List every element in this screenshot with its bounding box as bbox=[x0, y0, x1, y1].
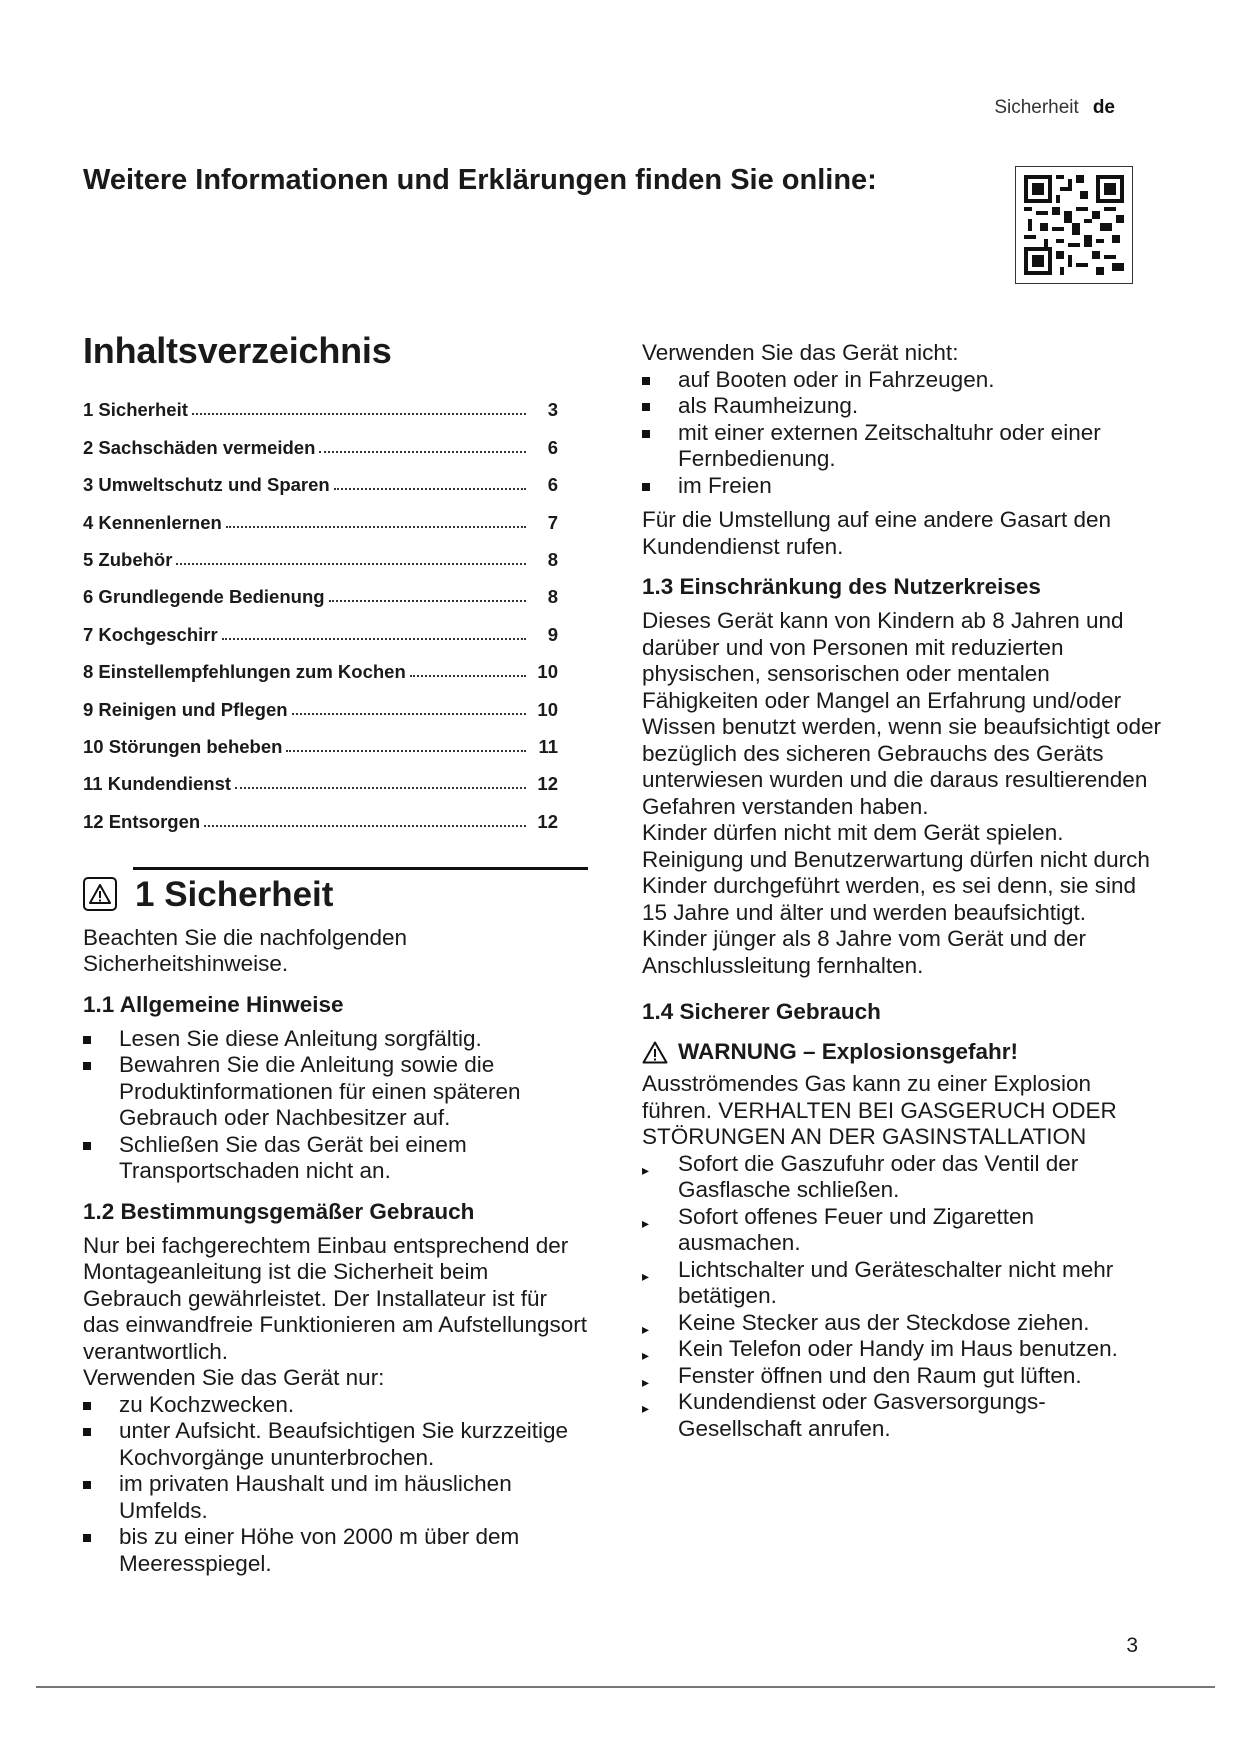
general-notes-list bbox=[83, 1026, 588, 1185]
warning-triangle-icon bbox=[642, 1041, 668, 1064]
gas-steps-list bbox=[642, 1151, 1162, 1443]
use-only-list bbox=[83, 1392, 588, 1578]
subsection-title: 1.4 Sicherer Gebrauch bbox=[642, 999, 881, 1024]
paragraph: Kinder dürfen nicht mit dem Gerät spielen. bbox=[642, 820, 1064, 845]
toc-entry[interactable]: 11 Kundendienst 12 bbox=[83, 773, 558, 795]
subsection-title: 1.2 Bestimmungsgemäßer Gebrauch bbox=[83, 1198, 475, 1224]
paragraph: Nur bei fachgerechtem Einbau entsprechend der Montageanleitung ist die Sicherheit beim Gebrauch gewährleistet. Der Installateur ist für das einwandfreie Funktionieren am Aufstellungsort verantwortlich. bbox=[83, 1232, 588, 1364]
paragraph: Verwenden Sie das Gerät nur: bbox=[83, 1365, 385, 1391]
list-item: Lesen Sie diese Anleitung sorgfältig. bbox=[83, 1026, 588, 1053]
toc-entry[interactable]: 5 Zubehör 8 bbox=[83, 548, 558, 570]
qr-code[interactable] bbox=[1015, 166, 1133, 284]
footer-rule bbox=[36, 1686, 1215, 1688]
toc-entry[interactable]: 1 Sicherheit 3 bbox=[83, 399, 558, 421]
section-intro: Beachten Sie die nachfolgenden Sicherheitshinweise. bbox=[83, 924, 408, 977]
toc-entry[interactable]: 10 Störungen beheben 11 bbox=[83, 735, 558, 757]
toc-entry[interactable]: 6 Grundlegende Bedienung 8 bbox=[83, 586, 558, 608]
toc-entry[interactable]: 9 Reinigen und Pflegen 10 bbox=[83, 698, 558, 720]
list-item: unter Aufsicht. Beaufsichtigen Sie kurzzeitige Kochvorgänge ununterbrochen. bbox=[83, 1418, 588, 1471]
right-column bbox=[642, 340, 1162, 1442]
list-item: Bewahren Sie die Anleitung sowie die Produktinformationen für einen späteren Gebrauch oder Nachbesitzer auf. bbox=[83, 1052, 588, 1132]
online-info-title: Weitere Informationen und Erklärungen finden Sie online: bbox=[83, 164, 877, 196]
toc-entry[interactable]: 8 Einstellempfehlungen zum Kochen 10 bbox=[83, 661, 558, 683]
list-item: ▸ Kundendienst oder Gasversorgungs-Gesellschaft anrufen. bbox=[642, 1389, 1046, 1441]
list-item: ▸ Lichtschalter und Geräteschalter nicht mehr betätigen. bbox=[642, 1256, 1114, 1308]
list-item: bis zu einer Höhe von 2000 m über dem Meeresspiegel. bbox=[83, 1524, 588, 1577]
running-header bbox=[994, 97, 1115, 119]
toc-entry[interactable]: 7 Kochgeschirr 9 bbox=[83, 623, 558, 645]
header-section: Sicherheit bbox=[994, 97, 1079, 118]
warning-text: Ausströmendes Gas kann zu einer Explosion führen. VERHALTEN BEI GASGERUCH ODER STÖRUNGEN AN DER GASINSTALLATION bbox=[642, 1071, 1117, 1149]
toc-title: Inhaltsverzeichnis bbox=[83, 330, 392, 371]
section-title: 1 Sicherheit bbox=[135, 874, 334, 914]
left-column bbox=[83, 330, 588, 1577]
paragraph: Kinder jünger als 8 Jahre vom Gerät und der Anschlussleitung fernhalten. bbox=[642, 926, 1086, 978]
paragraph: Für die Umstellung auf eine andere Gasart den Kundendienst rufen. bbox=[642, 507, 1112, 559]
list-item: mit einer externen Zeitschaltuhr oder einer Fernbedienung. bbox=[642, 420, 1162, 473]
section-heading bbox=[83, 867, 588, 925]
list-item: ▸ Keine Stecker aus der Steckdose ziehen. bbox=[642, 1309, 1090, 1337]
subsection-title: 1.1 Allgemeine Hinweise bbox=[83, 991, 344, 1017]
toc-entry[interactable]: 3 Umweltschutz und Sparen 6 bbox=[83, 474, 558, 496]
subsection-title: 1.3 Einschränkung des Nutzerkreises bbox=[642, 574, 1041, 599]
warning-box-icon bbox=[83, 877, 117, 911]
section-rule bbox=[133, 867, 588, 870]
toc-entry[interactable]: 2 Sachschäden vermeiden 6 bbox=[83, 436, 558, 458]
list-item: Schließen Sie das Gerät bei einem Transportschaden nicht an. bbox=[83, 1132, 588, 1185]
list-item: ▸ Kein Telefon oder Handy im Haus benutzen. bbox=[642, 1336, 1118, 1363]
paragraph: Reinigung und Benutzerwartung dürfen nicht durch Kinder durchgeführt werden, es sei denn, sie sind 15 Jahre und älter und werden beaufsichtigt. bbox=[642, 846, 1150, 925]
header-lang: de bbox=[1092, 97, 1115, 118]
list-item: ▸ Fenster öffnen und den Raum gut lüften. bbox=[642, 1362, 1082, 1390]
paragraph: Verwenden Sie das Gerät nicht: bbox=[642, 340, 959, 365]
list-item: als Raumheizung. bbox=[642, 393, 1162, 420]
list-item: im Freien bbox=[642, 473, 1162, 500]
warning-triangle-icon bbox=[89, 884, 111, 904]
page-number: 3 bbox=[1126, 1634, 1138, 1657]
list-item: auf Booten oder in Fahrzeugen. bbox=[642, 367, 1162, 394]
paragraph: Dieses Gerät kann von Kindern ab 8 Jahren und darüber und von Personen mit reduzierten physischen, sensorischen oder mentalen Fähigkeiten oder Mangel an Erfahrung und/oder Wissen benutzt werden, wenn sie beaufsichtigt oder bezüglich des sicheren Gebrauchs des Geräts unterwiesen wurden und die daraus resultierenden Gefahren verstanden haben. bbox=[642, 608, 1162, 819]
toc-entry[interactable]: 4 Kennenlernen 7 bbox=[83, 511, 558, 533]
qr-code-icon bbox=[1024, 175, 1124, 275]
list-item: ▸ Sofort die Gaszufuhr oder das Ventil der Gasflasche schließen. bbox=[642, 1150, 1079, 1202]
toc-list bbox=[83, 384, 588, 833]
list-item: im privaten Haushalt und im häuslichen Umfelds. bbox=[83, 1471, 588, 1524]
warning-label: WARNUNG – Explosionsgefahr! bbox=[678, 1039, 1019, 1064]
list-item: ▸ Sofort offenes Feuer und Zigaretten ausmachen. bbox=[642, 1203, 1035, 1255]
warning-heading bbox=[642, 1039, 1162, 1065]
toc-entry[interactable]: 12 Entsorgen 12 bbox=[83, 810, 558, 832]
do-not-use-list bbox=[642, 367, 1162, 500]
list-item: zu Kochzwecken. bbox=[83, 1392, 588, 1419]
